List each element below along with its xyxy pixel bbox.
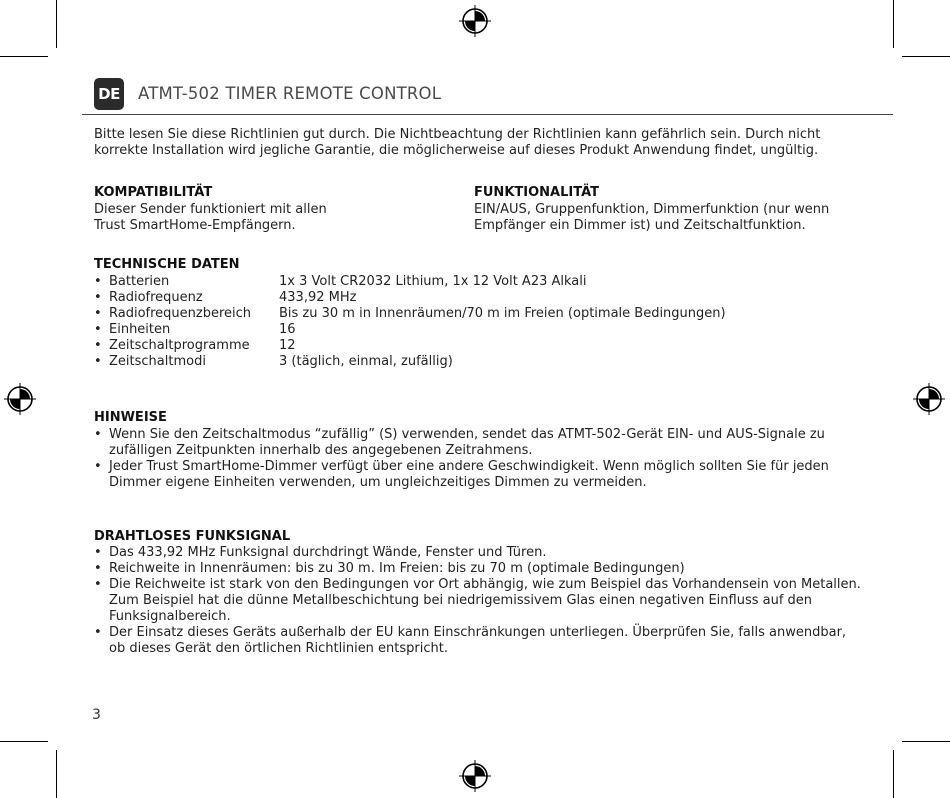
registration-mark-icon — [458, 759, 492, 793]
spec-label: Einheiten — [109, 322, 171, 337]
spec-row — [94, 306, 794, 322]
bullet: • — [94, 306, 102, 321]
wireless-text: Das 433,92 MHz Funksignal durchdringt Wände, Fenster und Türen. — [109, 545, 547, 560]
registration-mark-icon — [458, 4, 492, 38]
technical-data-heading: TECHNISCHE DATEN — [94, 257, 240, 272]
notes-heading: HINWEISE — [94, 410, 167, 425]
bullet: • — [94, 577, 102, 592]
functionality-line-1: EIN/AUS, Gruppenfunktion, Dimmerfunktion (nur wenn — [474, 202, 830, 217]
crop-mark-bottom-right-horizontal — [902, 741, 950, 742]
bullet: • — [94, 290, 102, 305]
bullet: • — [94, 561, 102, 576]
spec-row — [94, 274, 794, 290]
spec-row — [94, 322, 794, 338]
crop-mark-bottom-right-vertical — [893, 750, 894, 798]
compatibility-heading: KOMPATIBILITÄT — [94, 185, 213, 200]
spec-value: 16 — [279, 322, 296, 337]
spec-row — [94, 354, 794, 370]
list-item — [94, 561, 864, 577]
spec-value: 1x 3 Volt CR2032 Lithium, 1x 12 Volt A23 Alkali — [279, 274, 587, 289]
spec-value: Bis zu 30 m in Innenräumen/70 m im Freien (optimale Bedingungen) — [279, 306, 726, 321]
spec-value: 12 — [279, 338, 296, 353]
functionality-line-2: Empfänger ein Dimmer ist) und Zeitschaltfunktion. — [474, 218, 806, 233]
spec-label: Radiofrequenzbereich — [109, 306, 252, 321]
bullet: • — [94, 338, 102, 353]
bullet: • — [94, 322, 102, 337]
crop-mark-top-left-vertical — [56, 0, 57, 48]
compatibility-line-1: Dieser Sender funktioniert mit allen — [94, 202, 327, 217]
intro-paragraph: Bitte lesen Sie diese Richtlinien gut durch. Die Nichtbeachtung der Richtlinien kann gefährlich sein. Durch nicht korrekte Installation wird jegliche Garantie, die möglicherweise auf dieses Produkt Anwendung findet, ungültig. — [94, 127, 821, 159]
registration-mark-icon — [3, 382, 37, 416]
bullet: • — [94, 545, 102, 560]
language-badge: DE — [94, 78, 124, 110]
spec-label: Zeitschaltprogramme — [109, 338, 250, 353]
page-number: 3 — [92, 707, 101, 723]
spec-label: Radiofrequenz — [109, 290, 203, 305]
wireless-text: Der Einsatz dieses Geräts außerhalb der EU kann Einschränkungen unterliegen. Überprüfen Sie, falls anwendbar, ob dieses Gerät den örtlichen Richtlinien entspricht. — [109, 625, 847, 657]
crop-mark-top-right-vertical — [893, 0, 894, 48]
spec-row — [94, 338, 794, 354]
spec-label: Zeitschaltmodi — [109, 354, 206, 369]
spec-label: Batterien — [109, 274, 170, 289]
wireless-text: Die Reichweite ist stark von den Bedingungen vor Ort abhängig, wie zum Beispiel das Vorhandensein von Metallen. Zum Beispiel hat die dünne Metallbeschichtung bei niedrigemissivem Glas einen negativen Einfluss auf den Funksignalbereich. — [109, 577, 861, 625]
functionality-heading: FUNKTIONALITÄT — [474, 185, 599, 200]
crop-mark-top-left-horizontal — [0, 56, 48, 57]
list-item — [94, 459, 864, 491]
spec-value: 3 (täglich, einmal, zufällig) — [279, 354, 453, 369]
crop-mark-top-right-horizontal — [902, 56, 950, 57]
spec-value: 433,92 MHz — [279, 290, 357, 305]
list-item — [94, 427, 864, 459]
bullet: • — [94, 354, 102, 369]
document-title: ATMT-502 TIMER REMOTE CONTROL — [138, 84, 442, 103]
list-item — [94, 545, 864, 561]
registration-mark-icon — [912, 382, 946, 416]
wireless-text: Reichweite in Innenräumen: bis zu 30 m. Im Freien: bis zu 70 m (optimale Bedingungen) — [109, 561, 685, 576]
header-divider — [82, 114, 893, 115]
list-item — [94, 625, 864, 657]
wireless-heading: DRAHTLOSES FUNKSIGNAL — [94, 529, 291, 544]
bullet: • — [94, 625, 102, 640]
crop-mark-bottom-left-vertical — [56, 750, 57, 798]
note-text: Jeder Trust SmartHome-Dimmer verfügt über eine andere Geschwindigkeit. Wenn möglich sollten Sie für jeden Dimmer eigene Einheiten verwenden, um ungleichzeitiges Dimmen zu vermeiden. — [109, 459, 829, 491]
spec-row — [94, 290, 794, 306]
compatibility-line-2: Trust SmartHome-Empfängern. — [94, 218, 296, 233]
bullet: • — [94, 459, 102, 474]
bullet: • — [94, 274, 102, 289]
bullet: • — [94, 427, 102, 442]
crop-mark-bottom-left-horizontal — [0, 741, 48, 742]
list-item — [94, 577, 864, 626]
note-text: Wenn Sie den Zeitschaltmodus “zufällig” (S) verwenden, sendet das ATMT-502-Gerät EIN- und AUS-Signale zu zufälligen Zeitpunkten innerhalb des angegebenen Zeitrahmens. — [109, 427, 825, 459]
